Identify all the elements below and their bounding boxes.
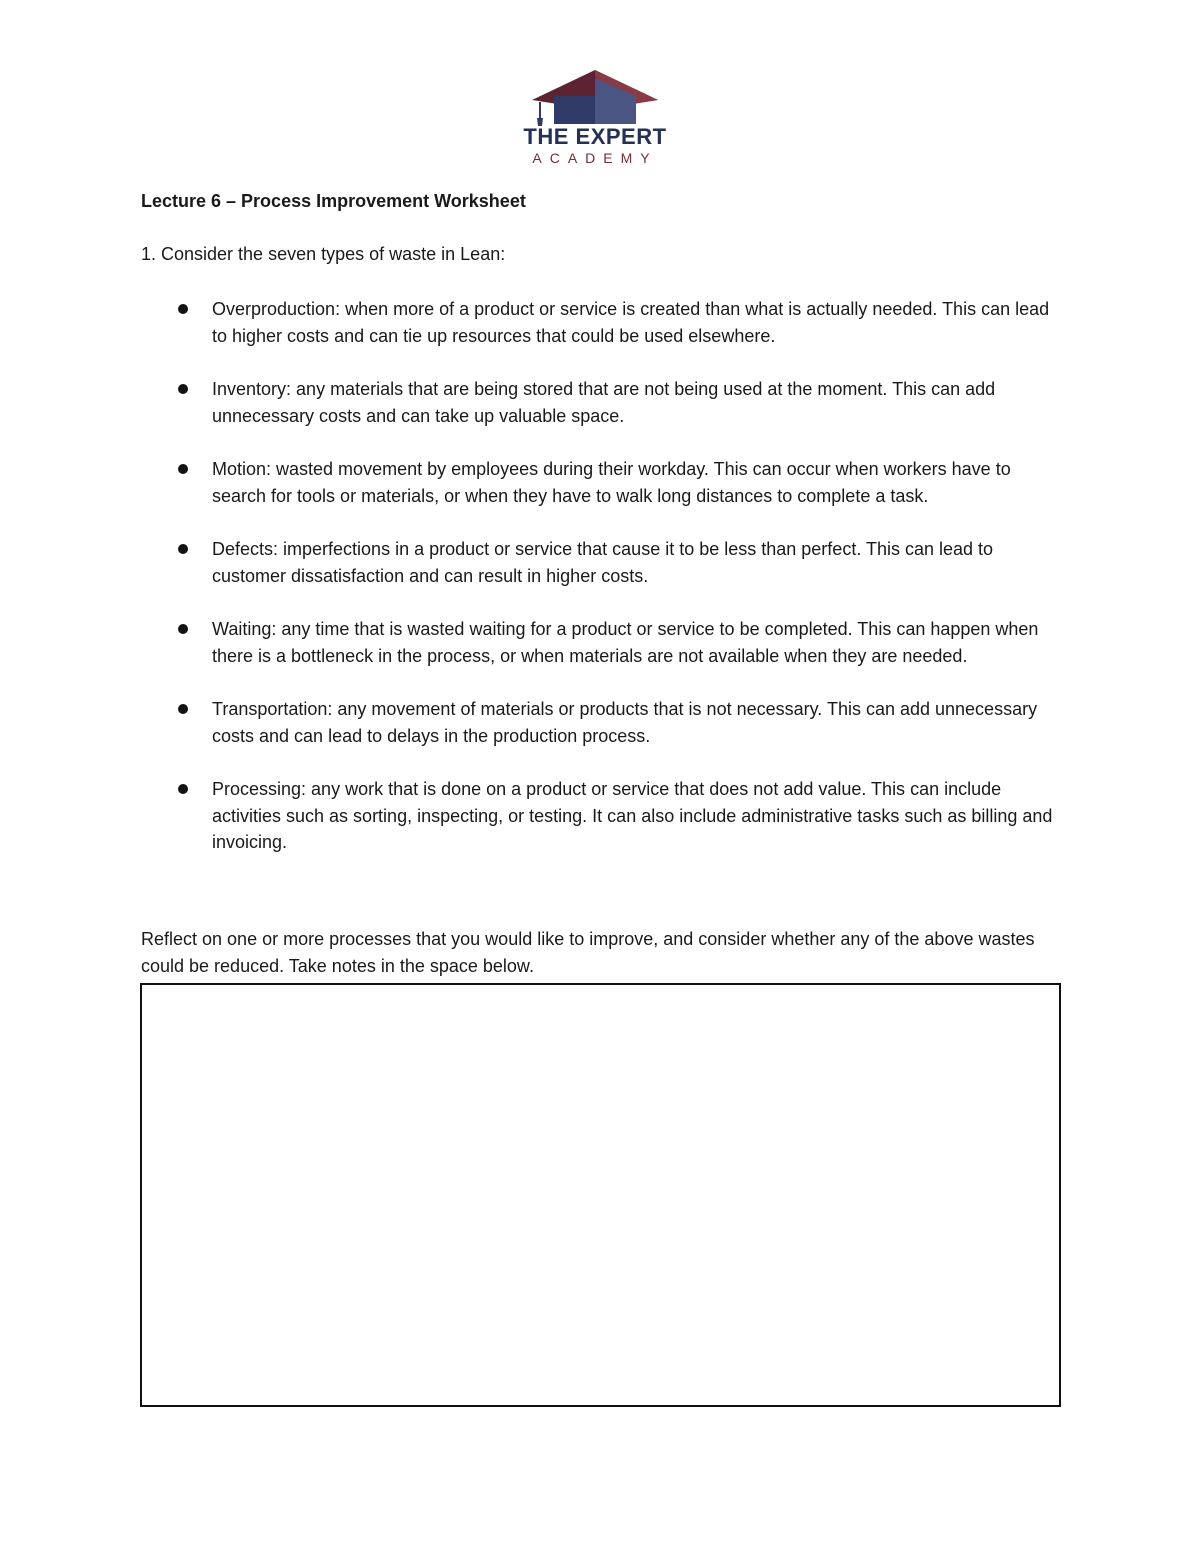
waste-item-defects [0, 536, 1200, 589]
waste-text: Overproduction: when more of a product or service is created than what is actually needed. This can lead to higher costs and can tie up resources that could be used elsewhere. [212, 299, 1050, 346]
waste-item-inventory [0, 376, 1200, 429]
logo-text-primary: THE EXPERT [523, 124, 667, 149]
bullet-icon [178, 784, 188, 794]
waste-list [0, 296, 1200, 883]
reflection-prompt: Reflect on one or more processes that you would like to improve, and consider whether any of the above wastes could be reduced. Take notes in the space below. [141, 929, 1035, 976]
bullet-icon [178, 704, 188, 714]
waste-text: Processing: any work that is done on a product or service that does not add value. This can include activities such as sorting, inspecting, or testing. It can also include administrative tasks such as billing and invoicing. [212, 779, 1053, 852]
bullet-icon [178, 544, 188, 554]
logo-text-secondary: ACADEMY [532, 150, 658, 166]
notes-box[interactable] [140, 983, 1061, 1407]
waste-text: Motion: wasted movement by employees during their workday. This can occur when workers have to search for tools or materials, or when they have to walk long distances to complete a task. [212, 459, 1011, 506]
waste-item-waiting [0, 616, 1200, 669]
waste-text: Defects: imperfections in a product or service that cause it to be less than perfect. This can lead to customer dissatisfaction and can result in higher costs. [212, 539, 994, 586]
graduation-cap-icon [530, 66, 660, 126]
waste-item-transportation [0, 696, 1200, 749]
question-intro: 1. Consider the seven types of waste in Lean: [141, 244, 506, 264]
bullet-icon [178, 304, 188, 314]
waste-item-motion [0, 456, 1200, 509]
waste-text: Waiting: any time that is wasted waiting for a product or service to be completed. This can happen when there is a bottleneck in the process, or when materials are not available when they are needed. [212, 619, 1039, 666]
bullet-icon [178, 384, 188, 394]
waste-item-processing [0, 776, 1200, 856]
bullet-icon [178, 464, 188, 474]
waste-text: Inventory: any materials that are being stored that are not being used at the moment. This can add unnecessary costs and can take up valuable space. [212, 379, 996, 426]
worksheet-title: Lecture 6 – Process Improvement Worksheet [141, 191, 526, 211]
academy-logo [520, 66, 680, 170]
waste-text: Transportation: any movement of materials or products that is not necessary. This can add unnecessary costs and can lead to delays in the production process. [212, 699, 1038, 746]
bullet-icon [178, 624, 188, 634]
waste-item-overproduction [0, 296, 1200, 349]
